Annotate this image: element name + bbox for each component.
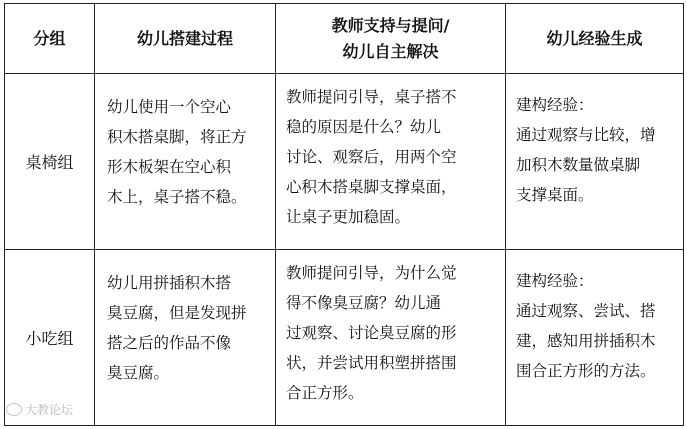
process-line: 木上，桌子搭不稳。 (107, 188, 247, 206)
teacher-line: 过观察、讨论臭豆腐的形 (286, 324, 457, 342)
process-cell (95, 250, 276, 426)
experience-line: 支撑桌面。 (516, 186, 594, 204)
experience-cell (506, 74, 684, 250)
teacher-line: 得不像臭豆腐？幼儿通 (286, 294, 442, 312)
header-experience: 幼儿经验生成 (506, 4, 684, 74)
teacher-line: 状，并尝试用积塑拼搭围 (286, 354, 457, 372)
process-line: 积木搭桌脚，将正方 (107, 128, 247, 146)
group-name: 桌椅组 (5, 74, 95, 250)
header-teacher-line-2: 幼儿自主解决 (342, 41, 439, 61)
experience-line: 通过观察、尝试、搭 (516, 302, 656, 320)
teacher-line: 教师提问引导，桌子搭不 (286, 88, 457, 106)
table-row (5, 74, 684, 250)
process-line: 臭豆腐。 (107, 364, 170, 382)
teacher-line: 心积木搭桌脚支撑桌面， (286, 178, 457, 196)
teacher-cell (276, 74, 506, 250)
process-cell (95, 74, 276, 250)
process-line: 幼儿用拼插积木搭 (107, 274, 232, 292)
experience-line: 加积木数量做桌脚 (516, 156, 641, 174)
process-line: 形木板架在空心积 (107, 158, 232, 176)
weibo-icon (6, 403, 22, 416)
process-line: 幼儿使用一个空心 (107, 98, 232, 116)
table-row (5, 250, 684, 426)
teacher-line: 稳的原因是什么？幼儿 (286, 118, 442, 136)
watermark (6, 401, 73, 418)
experience-line: 建构经验： (516, 272, 594, 290)
header-row (5, 4, 684, 74)
group-name: 小吃组 (5, 250, 95, 426)
watermark-text: 大教论坛 (25, 403, 74, 417)
experience-table (4, 3, 684, 426)
process-line: 臭豆腐，但是发现拼 (107, 304, 247, 322)
teacher-line: 教师提问引导，为什么觉 (286, 264, 457, 282)
header-process: 幼儿搭建过程 (95, 4, 276, 74)
header-group: 分组 (5, 4, 95, 74)
process-line: 搭之后的作品不像 (107, 334, 232, 352)
header-teacher (276, 4, 506, 74)
teacher-cell (276, 250, 506, 426)
header-teacher-line-1: 教师支持与提问/ (331, 15, 450, 35)
teacher-line: 合正方形。 (286, 384, 364, 402)
experience-line: 通过观察与比较，增 (516, 126, 656, 144)
experience-cell (506, 250, 684, 426)
experience-line: 建构经验： (516, 96, 594, 114)
teacher-line: 讨论、观察后，用两个空 (286, 148, 457, 166)
teacher-line: 让桌子更加稳固。 (286, 208, 411, 226)
experience-line: 围合正方形的方法。 (516, 362, 656, 380)
experience-line: 建，感知用拼插积木 (516, 332, 656, 350)
